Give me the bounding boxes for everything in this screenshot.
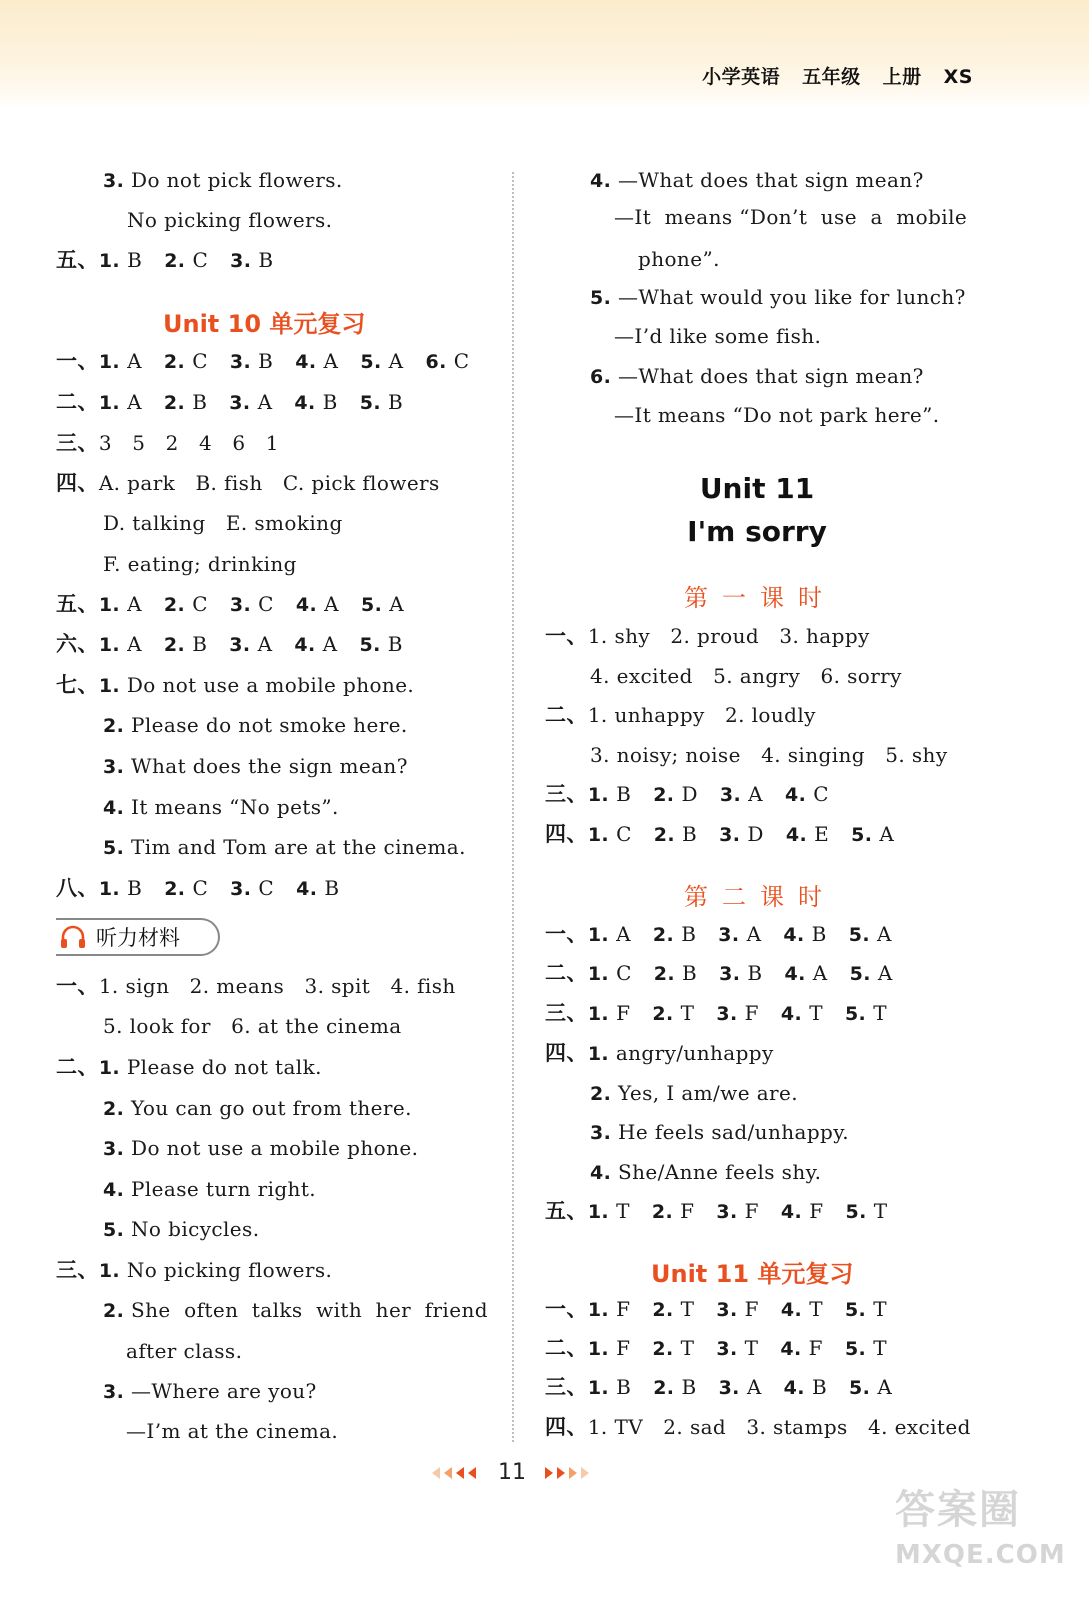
answer-item: 2. B [163,632,208,656]
answer-item: 3. A [229,390,273,414]
answer-line: 3. —Where are you? [103,1379,317,1403]
answer-row: 五、1. T 2. F 3. F 4. F 5. T [545,1199,888,1223]
answer-item: 1. A [98,632,142,656]
answer-item: 1. F [587,1336,631,1360]
answer-line: 3. Do not pick flowers. [103,168,343,192]
answer-item: 5. T [844,1336,887,1360]
double-left-arrow-icon [430,1466,476,1480]
listening-material-tag [56,918,220,956]
answer-item: 3. A [718,922,762,946]
answer-item: 2. B [653,822,698,846]
answer-row: 四、A. park B. fish C. pick flowers [56,471,440,495]
answer-item: 2. B [653,961,698,985]
answer-item: 4. F [780,1199,824,1223]
site-watermark: 答案圈 MXQE.COM [895,1487,1066,1570]
answer-row: 六、1. A 2. B 3. A 4. A 5. B [56,632,403,656]
answer-item: 1. B [587,782,632,806]
answer-item: 3. A [229,632,273,656]
answer-item: 5. A [851,822,895,846]
answer-item: 5. B [359,390,404,414]
answer-line: 2. Yes, I am/we are. [590,1081,798,1105]
answer-item: 2. T [652,1001,695,1025]
lesson2-heading: 第二课时 [684,883,836,911]
answer-line: 4. —What does that sign mean? [590,168,924,192]
answer-row: 三、3 5 2 4 6 1 [56,431,279,455]
answer-row: 三、1. B 2. B 3. A 4. B 5. A [545,1375,893,1399]
answer-item: 4. T [780,1297,823,1321]
header-grade: 五年级 [802,66,861,88]
answer-item: 5. T [844,1001,887,1025]
answer-item: 2. T [652,1297,695,1321]
header-subject: 小学英语 [702,66,781,88]
answer-row: 一、1. A 2. B 3. A 4. B 5. A [545,922,892,946]
column-divider [512,172,514,1442]
answer-item: 1. C [587,822,632,846]
answer-item: 4. B [783,922,827,946]
answer-row: 五、1. A 2. C 3. C 4. A 5. A [56,592,405,616]
answer-item: 4. C [785,782,829,806]
unit11-review-heading: Unit 11 单元复习 [651,1260,854,1288]
answer-item: 2. T [652,1336,695,1360]
answer-row: 一、1. shy 2. proud 3. happy [545,624,870,648]
answer-item: 1. B [98,248,143,272]
answer-item: 1. C [587,961,632,985]
answer-row: 二、1. A 2. B 3. A 4. B 5. B [56,390,404,414]
answer-row: 三、1. B 2. D 3. A 4. C [545,782,829,806]
answer-item: 4. B [294,390,338,414]
answer-row: 三、1. F 2. T 3. F 4. T 5. T [545,1001,887,1025]
answer-item: 2. C [164,248,209,272]
listening-material-label: 听力材料 [96,926,180,950]
answer-item: 4. B [783,1375,828,1399]
answer-line: after class. [126,1339,243,1363]
answer-row: 一、1. sign 2. means 3. spit 4. fish [56,974,456,998]
answer-row: 七、1. Do not use a mobile phone. [56,673,415,697]
answer-item: 2. C [164,876,209,900]
answer-item: 4. A [784,961,828,985]
answer-line: 5. —What would you like for lunch? [590,285,966,309]
answer-item: 2. C [163,349,208,373]
answer-row: 三、1. No picking flowers. [56,1258,333,1282]
answer-item: 3. C [230,876,275,900]
answer-item: 1. A [98,592,142,616]
answer-line: No picking flowers. [127,208,333,232]
answer-item: 4. A [295,592,339,616]
answer-item: 3. T [716,1336,759,1360]
answer-item: 1. F [587,1297,631,1321]
answer-row: 二、1. F 2. T 3. T 4. F 5. T [545,1336,887,1360]
page-number: 11 [498,1460,526,1485]
answer-item: 5. A [848,922,892,946]
answer-line: 3. What does the sign mean? [103,754,408,778]
answer-row: 八、1. B 2. C 3. C 4. B [56,876,340,900]
answer-row: 一、1. A 2. C 3. B 4. A 5. A 6. C [56,349,470,373]
answer-line: 3. Do not use a mobile phone. [103,1136,419,1160]
answer-item: 2. B [652,922,697,946]
answer-line: 5. look for 6. at the cinema [103,1014,402,1038]
answer-item: 5. A [849,961,893,985]
answer-line: 4. She/Anne feels shy. [590,1160,822,1184]
answer-item: 1. A [98,349,142,373]
answer-line: 4. excited 5. angry 6. sorry [590,664,902,688]
answer-item: 5. T [844,1297,887,1321]
answer-item: 3. B [229,349,274,373]
unit11-title: Unit 11 [699,472,815,505]
answer-line: —It means “Don’t use a mobile [614,205,968,229]
answer-item: 2. C [163,592,208,616]
answer-line: 3. noisy; noise 4. singing 5. shy [590,743,948,767]
answer-item: 4. A [295,349,339,373]
answer-item: 1. T [587,1199,630,1223]
unit11-subtitle: I'm sorry [687,515,827,548]
answer-item: 2. D [653,782,698,806]
answer-row: 四、1. angry/unhappy [545,1041,774,1065]
answer-line: phone”. [638,247,720,271]
answer-line: D. talking E. smoking [103,511,343,535]
answer-item: 5. A [360,349,404,373]
answer-item: 4. F [780,1336,823,1360]
answer-line: 2. She often talks with her friend [103,1298,488,1322]
unit10-review-heading: Unit 10 单元复习 [163,310,366,338]
answer-item: 3. B [719,961,763,985]
answer-item: 1. B [587,1375,632,1399]
answer-row: 一、1. F 2. T 3. F 4. T 5. T [545,1297,887,1321]
answer-item: 2. B [653,1375,697,1399]
answer-item: 2. B [163,390,208,414]
answer-line: 4. It means “No pets”. [103,795,339,819]
answer-item: 3. D [719,822,764,846]
answer-item: 3. B [230,248,274,272]
answer-item: 4. A [294,632,338,656]
answer-line: 2. Please do not smoke here. [103,713,408,737]
answer-item: 5. T [845,1199,888,1223]
answer-line: —I’d like some fish. [614,324,822,348]
answer-row: 二、1. C 2. B 3. B 4. A 5. A [545,961,893,985]
answer-line: F. eating; drinking [103,552,297,576]
answer-line: —I’m at the cinema. [126,1419,339,1443]
headphones-icon [58,922,88,952]
answer-item: 2. F [651,1199,695,1223]
header-band [0,0,1089,108]
answer-line: 2. You can go out from there. [103,1096,412,1120]
answer-item: 3. F [716,1199,759,1223]
answer-item: 3. C [229,592,274,616]
answer-item: 1. A [98,390,142,414]
answer-line: 3. He feels sad/unhappy. [590,1120,850,1144]
header-title [702,62,973,89]
answer-item: 5. B [359,632,403,656]
answer-item: 3. F [716,1001,759,1025]
double-right-arrow-icon [545,1466,591,1480]
header-edition: XS [943,66,973,88]
answer-item: 6. C [425,349,470,373]
answer-item: 4. B [296,876,340,900]
answer-row: 四、1. C 2. B 3. D 4. E 5. A [545,822,895,846]
answer-row: 二、1. Please do not talk. [56,1055,322,1079]
answer-item: 5. A [360,592,405,616]
answer-item: 3. F [716,1297,759,1321]
answer-line: 5. Tim and Tom are at the cinema. [103,835,466,859]
answer-item: 3. A [718,1375,762,1399]
answer-line: 5. No bicycles. [103,1217,260,1241]
answer-item: 4. T [780,1001,823,1025]
header-volume: 上册 [882,66,922,88]
lesson1-heading: 第一课时 [684,584,836,612]
answer-item: 3. A [719,782,763,806]
answer-item: 1. F [587,1001,631,1025]
answer-row: 四、1. TV 2. sad 3. stamps 4. excited [545,1415,971,1439]
answer-line: 6. —What does that sign mean? [590,364,924,388]
answer-line: 4. Please turn right. [103,1177,317,1201]
answer-item: 4. E [785,822,830,846]
answer-item: 1. B [98,876,143,900]
answer-row: 二、1. unhappy 2. loudly [545,703,816,727]
answer-item: 1. A [587,922,631,946]
answer-line: —It means “Do not park here”. [614,403,940,427]
answer-item: 5. A [849,1375,893,1399]
answer-row: 五、1. B 2. C 3. B [56,248,274,272]
